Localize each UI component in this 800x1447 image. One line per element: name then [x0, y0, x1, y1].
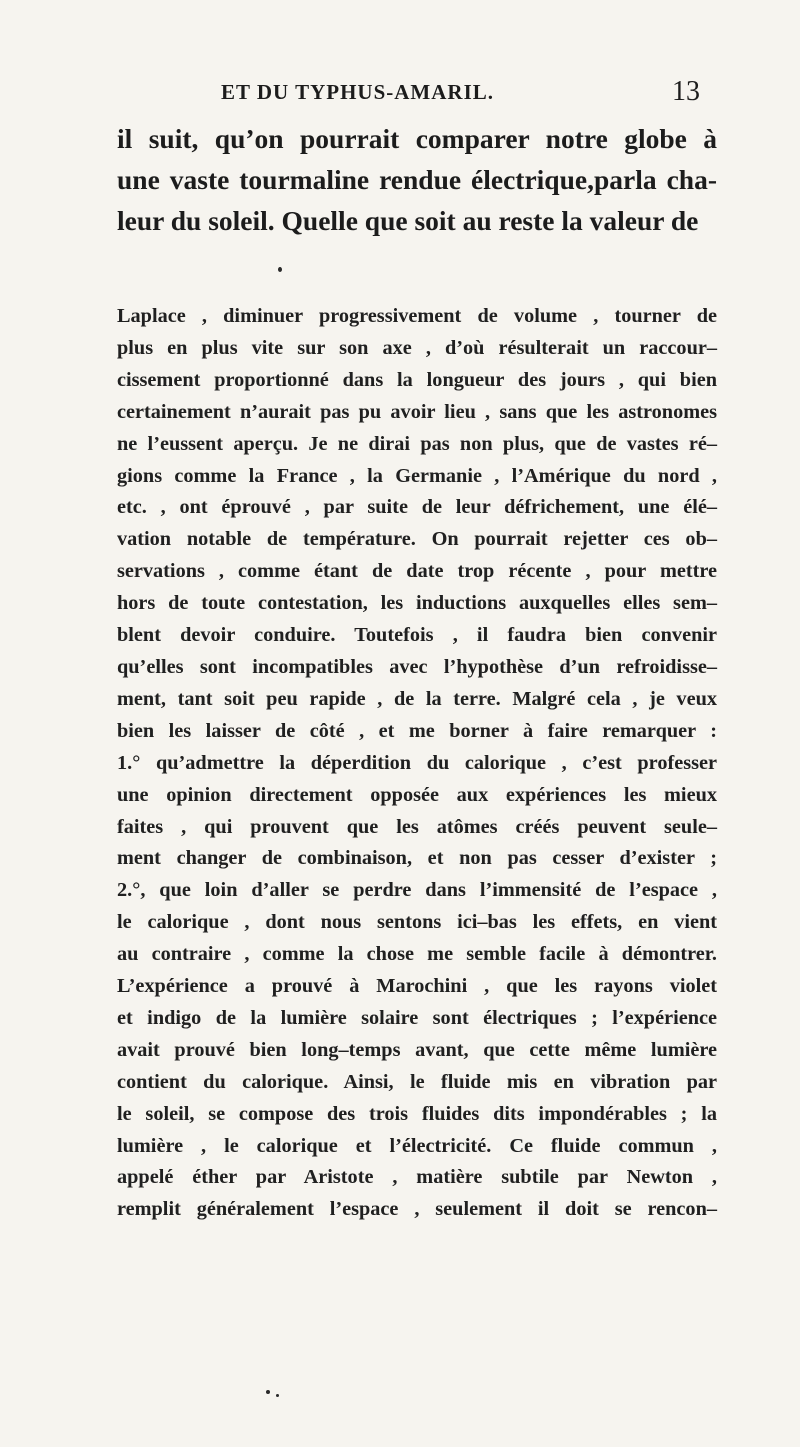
body-line: L’expérience a prouvé à Marochini , que les rayons violet [117, 975, 717, 998]
page-number: 13 [672, 76, 700, 107]
body-line: servations , comme étant de date trop récente , pour mettre [117, 560, 717, 583]
body-line: plus en plus vite sur son axe , d’où résulterait un raccour– [117, 336, 717, 359]
lead-line: il suit, qu’on pourrait comparer notre globe à [117, 123, 717, 154]
body-line: lumière , le calorique et l’électricité. Ce fluide commun , [117, 1134, 717, 1157]
body-line: 1.° qu’admettre la déperdition du calorique , c’est professer [117, 751, 717, 774]
body-line: bien les laisser de côté , et me borner à faire remarquer : [117, 719, 717, 742]
lead-line: leur du soleil. Quelle que soit au reste la valeur de [117, 205, 699, 236]
body-line: ment, tant soit peu rapide , de la terre. Malgré cela , je veux [117, 687, 717, 710]
body-line: ment changer de combinaison, et non pas cesser d’exister ; [117, 847, 717, 870]
body-line: le calorique , dont nous sentons ici–bas les effets, en vient [117, 911, 717, 934]
body-line: blent devoir conduire. Toutefois , il faudra bien convenir [117, 624, 717, 647]
body-line: gions comme la France , la Germanie , l’Amérique du nord , [117, 464, 717, 487]
running-title: ET DU TYPHUS-AMARIL. [221, 80, 495, 104]
body-line: remplit généralement l’espace , seulement il doit se rencon– [117, 1198, 717, 1221]
body-line: le soleil, se compose des trois fluides dits impondérables ; la [117, 1102, 717, 1125]
running-head [96, 76, 700, 112]
ink-speck [276, 1394, 279, 1397]
ink-speck [266, 1390, 270, 1394]
lead-paragraph [117, 118, 717, 241]
body-line: certainement n’aurait pas pu avoir lieu , sans que les astronomes [117, 400, 717, 423]
body-line: 2.°, que loin d’aller se perdre dans l’immensité de l’espace , [117, 879, 717, 902]
body-line: faites , qui prouvent que les atômes créés peuvent seule– [117, 815, 717, 838]
body-line: au contraire , comme la chose me semble facile à démontrer. [117, 943, 717, 966]
body-line: etc. , ont éprouvé , par suite de leur défrichement, une élé– [117, 496, 717, 519]
body-line: Laplace , diminuer progressivement de volume , tourner de [117, 305, 717, 327]
body-text [117, 301, 717, 1226]
body-line: appelé éther par Aristote , matière subtile par Newton , [117, 1166, 717, 1189]
body-line: vation notable de température. On pourrait rejetter ces ob– [117, 528, 717, 551]
body-line: hors de toute contestation, les inductions auxquelles elles sem– [117, 592, 717, 615]
body-line: cissement proportionné dans la longueur des jours , qui bien [117, 368, 717, 391]
body-line: qu’elles sont incompatibles avec l’hypothèse d’un refroidisse– [117, 655, 717, 678]
lead-line: une vaste tourmaline rendue électrique,parla cha- [117, 164, 717, 195]
ink-speck [278, 267, 282, 272]
body-line: avait prouvé bien long–temps avant, que cette même lumière [117, 1038, 717, 1061]
body-line: une opinion directement opposée aux expériences les mieux [117, 783, 717, 806]
body-line: et indigo de la lumière solaire sont électriques ; l’expérience [117, 1006, 717, 1029]
body-line: ne l’eussent aperçu. Je ne dirai pas non plus, que de vastes ré– [117, 432, 717, 455]
body-line: contient du calorique. Ainsi, le fluide mis en vibration par [117, 1070, 717, 1093]
